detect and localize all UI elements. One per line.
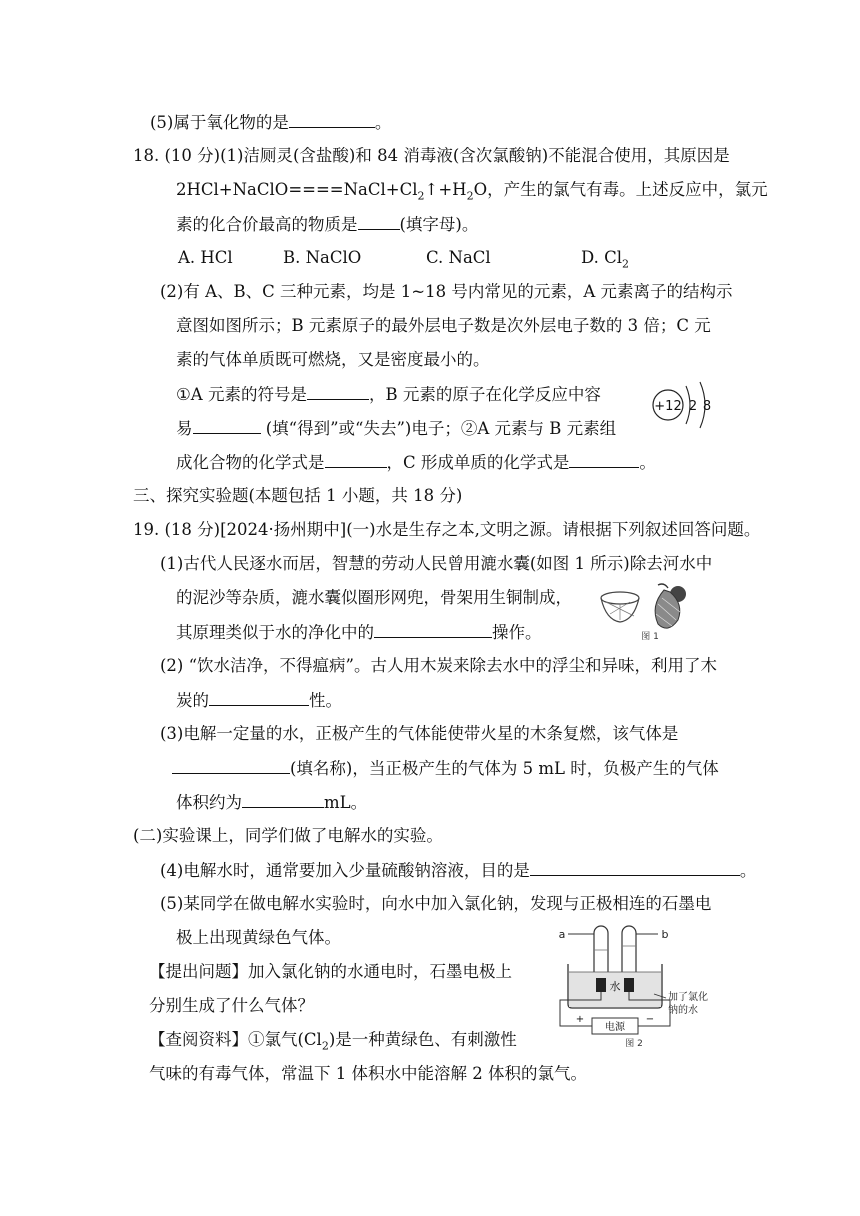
reference-line2: 气味的有毒气体，常温下 1 体积水中能溶解 2 体积的氯气。 [149,1064,587,1083]
q19-1-line2: 的泥沙等杂质，漉水囊似圈形网兜，骨架用生铜制成， [176,588,572,607]
figure-1-strainer-bag [598,580,693,642]
q18-2-line1: (2)有 A、B、C 三种元素，均是 1~18 号内常见的元素，A 元素离子的结构示 [160,282,733,301]
water-label: 水 [609,980,621,993]
shell-electrons-1: 2 [688,399,698,414]
q19-4-line [160,858,756,883]
text: ①A 元素的符号是 [176,385,307,404]
text: 成化合物的化学式是 [176,453,325,472]
q19-1-line3 [176,620,542,645]
q18-2-line3: 素的气体单质既可燃烧，又是密度最小的。 [176,350,490,369]
text: 炭的 [176,691,209,710]
power-source-label: 电源 [605,1022,625,1033]
figure-2-caption: 图 2 [625,1039,643,1049]
raise-question-line2: 分别生成了什么气体？ [149,996,314,1015]
text: 体积约为 [176,793,242,812]
text: 素的化合价最高的物质是 [176,215,358,234]
option-c[interactable]: C. NaCl [426,248,491,267]
text: (填字母)。 [399,215,479,234]
text: ，B 元素的原子在化学反应中容 [368,385,601,404]
option-a[interactable]: A. HCl [178,248,233,267]
subscript: 2 [321,1039,329,1053]
text: 其原理类似于水的净化中的 [176,623,374,642]
subscript: 2 [622,257,630,271]
text: 。 [639,453,656,472]
label-b: b [661,928,669,941]
text: (填“得到”或“失去”)电子；②A 元素与 B 元素组 [260,419,617,438]
option-d[interactable] [581,246,629,270]
reference-line1 [149,1028,517,1052]
text: ↑+H [424,180,467,199]
text: 性。 [309,691,342,710]
section-3-heading: 三、探究实验题(本题包括 1 小题，共 18 分) [133,486,463,505]
answer-blank[interactable] [358,212,400,230]
text: )是一种黄绿色、有刺激性 [328,1030,517,1049]
q18-title: 18. (10 分)(1)洁厕灵(含盐酸)和 84 消毒液(含次氯酸钠)不能混合使用，其原因是 [133,146,730,165]
answer-blank[interactable] [172,756,290,774]
bag-handle [658,584,668,588]
q19-3-line3 [176,790,367,815]
label-a: a [558,928,566,941]
q18-2-line6 [176,450,656,475]
text: O，产生的氯气有毒。上述反应中，氯元 [473,180,768,199]
negative-sign: − [645,1014,655,1025]
shell-electrons-2: 8 [702,399,712,414]
q19-1-line1: (1)古代人民逐水而居，智慧的劳动人民曾用漉水囊(如图 1 所示)除去河水中 [160,554,713,573]
q17-5-line [150,110,391,135]
text: (填名称)，当正极产生的气体为 5 mL 时，负极产生的气体 [290,759,719,778]
figure-2-electrolysis-apparatus [554,918,734,1050]
nucleus-charge: +12 [654,399,682,414]
answer-blank[interactable] [289,110,375,128]
answer-blank[interactable] [193,416,261,434]
text: 操作。 [492,623,542,642]
option-b[interactable]: B. NaClO [283,248,362,267]
raise-question-line1: 【提出问题】加入氯化钠的水通电时，石墨电极上 [149,962,512,981]
q19-2-line1: (2) “饮水洁净，不得瘟病”。古人用木炭来除去水中的浮尘和异味，利用了木 [160,656,717,675]
q18-equation [176,178,768,202]
q19-5-line1: (5)某同学在做电解水实验时，向水中加入氯化钠，发现与正极相连的石墨电 [160,894,712,913]
answer-blank[interactable] [242,790,324,808]
q19-title: 19. (18 分)[2024·扬州期中](一)水是生存之本,文明之源。请根据下列叙述回答问题。 [133,520,761,539]
answer-blank[interactable] [569,450,639,468]
answer-blank[interactable] [374,620,492,638]
figure-1-caption: 图 1 [641,632,659,642]
q19-5-line2: 极上出现黄绿色气体。 [176,928,341,947]
q19-2-line2 [176,688,342,713]
q18-2-line4 [176,382,601,407]
q18-2-line2: 意图如图所示；B 元素原子的最外层电子数是次外层电子数的 3 倍；C 元 [176,316,711,335]
q18-2-line5 [176,416,616,441]
answer-blank[interactable] [209,688,309,706]
salt-water-label-1: 加了氯化 [668,992,708,1003]
subscript: 2 [417,189,425,203]
text: 。 [739,861,757,880]
positive-sign: + [575,1014,585,1025]
text: 易 [176,419,193,438]
salt-water-label-2: 钠的水 [668,1005,698,1016]
answer-blank[interactable] [307,382,369,400]
ion-structure-diagram [650,374,720,436]
q19-3-line2 [172,756,719,781]
text: 2HCl+NaClO====NaCl+Cl [176,180,418,199]
text: mL。 [324,793,368,812]
text: (5)属于氧化物的是 [150,113,289,132]
text: (4)电解水时，通常要加入少量硫酸钠溶液，目的是 [160,861,530,880]
answer-blank[interactable] [530,858,740,876]
q18-prompt [176,212,478,237]
q19-part2-intro: (二)实验课上，同学们做了电解水的实验。 [133,826,443,845]
text: 。 [374,113,392,132]
left-electrode [596,978,606,992]
right-electrode [624,978,634,992]
q19-3-line1: (3)电解一定量的水，正极产生的气体能使带火星的木条复燃，该气体是 [160,724,679,743]
subscript: 2 [466,189,474,203]
text: ，C 形成单质的化学式是 [386,453,570,472]
text: D. Cl [581,248,623,267]
text: 【查阅资料】①氯气(Cl [149,1030,322,1049]
answer-blank[interactable] [325,450,387,468]
